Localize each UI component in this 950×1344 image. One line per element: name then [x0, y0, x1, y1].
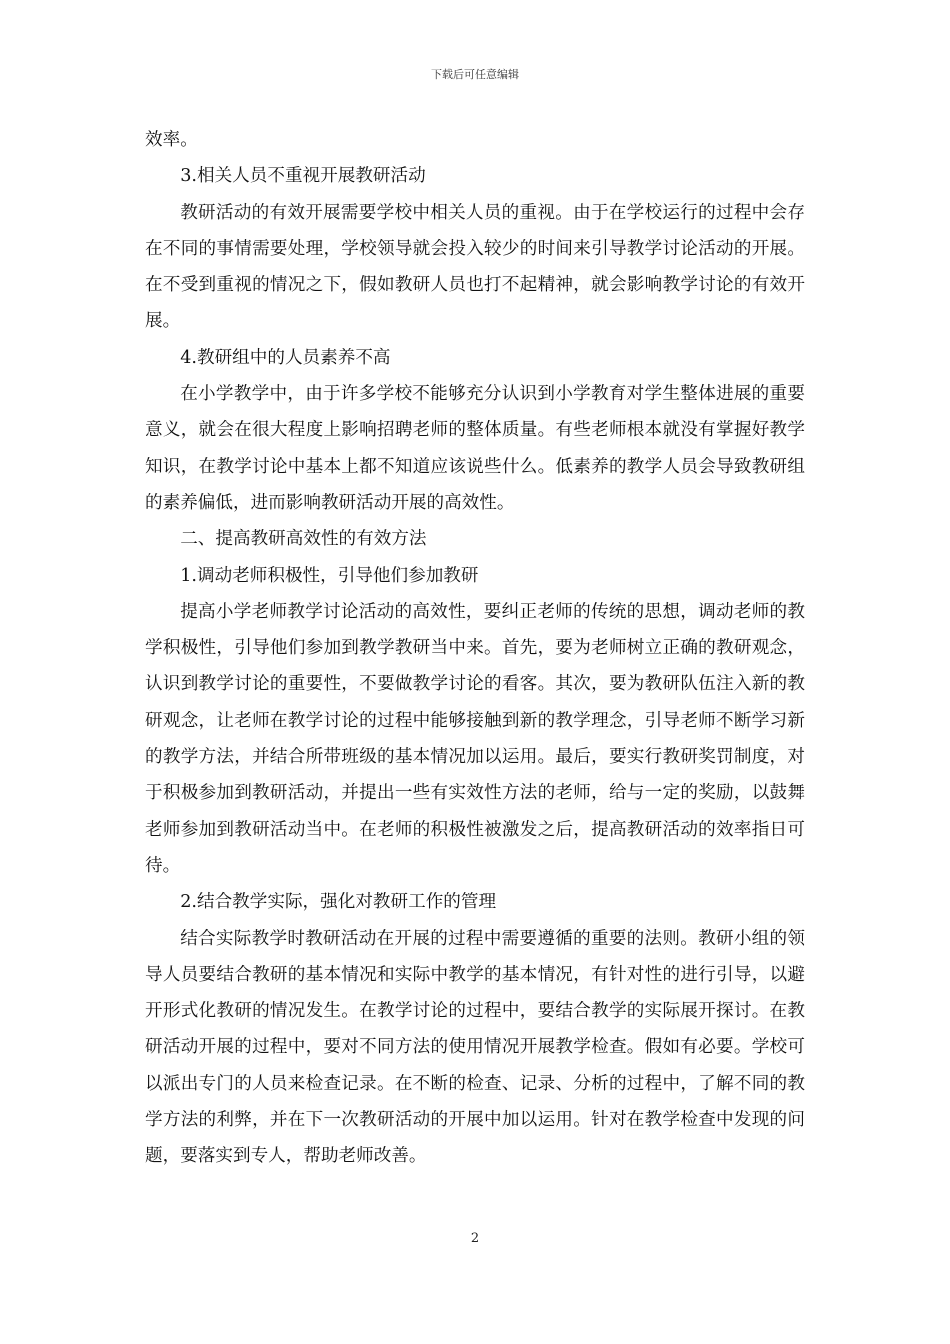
paragraph-4: 提高小学老师教学讨论活动的高效性，要纠正老师的传统的思想，调动老师的教学积极性，引导他们参加到教学教研当中来。首先，要为老师树立正确的教研观念，认识到教学讨论的重要性，不要做教学讨论的看客。其次，要为教研队伍注入新的教研观念，让老师在教学讨论的过程中能够接触到新的教学理念，引导老师不断学习新的教学方法，并结合所带班级的基本情况加以运用。最后，要实行教研奖罚制度，对于积极参加到教研活动，并提出一些有实效性方法的老师，给与一定的奖励，以鼓舞老师参加到教研活动当中。在老师的积极性被激发之后，提高教研活动的效率指日可待。	[145, 601, 805, 876]
page-number: 2	[470, 1231, 480, 1246]
subsection-heading-1: 1.调动老师积极性，引导他们参加教研	[180, 565, 479, 586]
chapter-heading-2: 二、提高教研高效性的有效方法	[180, 529, 427, 550]
section-heading-3: 3.相关人员不重视开展教研活动	[180, 166, 426, 187]
subsection-heading-2: 2.结合教学实际，强化对教研工作的管理	[180, 892, 497, 913]
section-heading-4: 4.教研组中的人员素养不高	[180, 347, 391, 368]
document-body	[145, 122, 805, 1175]
paragraph-1: 效率。	[145, 130, 198, 150]
page-header-note: 下载后可任意编辑	[431, 68, 519, 81]
paragraph-2: 教研活动的有效开展需要学校中相关人员的重视。由于在学校运行的过程中会存在不同的事情需要处理，学校领导就会投入较少的时间来引导教学讨论活动的开展。在不受到重视的情况之下，假如教研人员也打不起精神，就会影响教学讨论的有效开展。	[145, 202, 805, 332]
paragraph-5: 结合实际教学时教研活动在开展的过程中需要遵循的重要的法则。教研小组的领导人员要结合教研的基本情况和实际中教学的基本情况，有针对性的进行引导，以避开形式化教研的情况发生。在教学讨论的过程中，要结合教学的实际展开探讨。在教研活动开展的过程中，要对不同方法的使用情况开展教学检查。假如有必要。学校可以派出专门的人员来检查记录。在不断的检查、记录、分析的过程中，了解不同的教学方法的利弊，并在下一次教研活动的开展中加以运用。针对在教学检查中发现的问题，要落实到专人，帮助老师改善。	[145, 928, 805, 1167]
paragraph-3: 在小学教学中，由于许多学校不能够充分认识到小学教育对学生整体进展的重要意义，就会在很大程度上影响招聘老师的整体质量。有些老师根本就没有掌握好教学知识，在教学讨论中基本上都不知道应该说些什么。低素养的教学人员会导致教研组的素养偏低，进而影响教研活动开展的高效性。	[145, 384, 805, 513]
